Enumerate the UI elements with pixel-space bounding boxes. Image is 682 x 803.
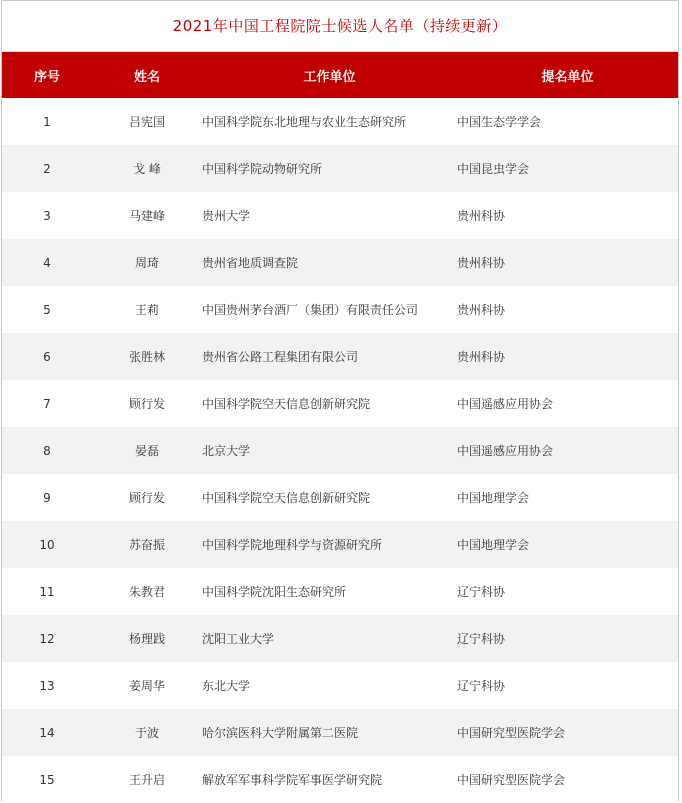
table-row [2,286,678,333]
candidate-workplace: 中国科学院沈阳生态研究所 [202,585,347,599]
row-index: 8 [43,443,51,458]
candidate-name: 王莉 [134,303,159,317]
nominating-unit: 中国昆虫学会 [457,162,530,176]
candidate-name: 吕宪国 [128,115,165,129]
candidate-workplace: 中国贵州茅台酒厂（集团）有限责任公司 [202,303,419,317]
table-row [2,709,678,756]
nominating-unit: 中国地理学会 [457,491,530,505]
candidate-workplace: 沈阳工业大学 [202,632,275,646]
table-row [2,98,678,145]
row-index: 5 [43,302,51,317]
nominating-unit: 贵州科协 [457,303,506,317]
candidate-name: 马建峰 [128,209,165,223]
candidate-workplace: 哈尔滨医科大学附属第二医院 [202,726,359,740]
table-row [2,615,678,662]
candidate-name: 于波 [134,726,159,740]
table-row [2,521,678,568]
table-row [2,662,678,709]
candidate-name: 顾行发 [128,397,165,411]
candidate-workplace: 东北大学 [202,679,251,693]
candidate-workplace: 中国科学院空天信息创新研究院 [202,397,371,411]
candidate-workplace: 贵州省公路工程集团有限公司 [202,350,359,364]
table-row [2,239,678,286]
nominating-unit: 辽宁科协 [457,585,506,599]
table-row [2,568,678,615]
page-title: 2021年中国工程院院士候选人名单（持续更新） [2,1,678,52]
candidate-workplace: 中国科学院空天信息创新研究院 [202,491,371,505]
candidate-table [2,52,678,803]
row-index: 13 [39,678,55,693]
header-row [2,52,678,98]
candidate-workplace: 中国科学院动物研究所 [202,162,323,176]
nominating-unit: 贵州科协 [457,209,506,223]
nominating-unit: 贵州科协 [457,350,506,364]
candidate-name: 苏奋振 [128,538,165,552]
candidate-name: 朱教君 [128,585,165,599]
table-row [2,192,678,239]
header-workplace: 工作单位 [303,69,356,85]
candidate-name: 姜周华 [128,679,165,693]
candidate-list-panel [1,0,679,801]
table-row [2,474,678,521]
table-row [2,756,678,803]
candidate-workplace: 贵州大学 [202,209,251,223]
row-index: 10 [39,537,55,552]
candidate-name: 杨理践 [128,632,165,646]
candidate-name: 顾行发 [128,491,165,505]
table-body [2,98,678,803]
candidate-name: 晏磊 [134,444,159,458]
row-index: 11 [39,584,55,599]
nominating-unit: 中国地理学会 [457,538,530,552]
row-index: 1 [43,114,51,129]
candidate-workplace: 解放军军事科学院军事医学研究院 [202,773,383,787]
row-index: 9 [43,490,51,505]
candidate-name: 张胜林 [128,350,165,364]
row-index: 15 [39,772,55,787]
nominating-unit: 辽宁科协 [457,679,506,693]
row-index: 4 [43,255,51,270]
row-index: 12 [39,631,55,646]
table-row [2,145,678,192]
table-row [2,427,678,474]
header-nominator: 提名单位 [541,69,594,85]
row-index: 2 [43,161,51,176]
row-index: 3 [43,208,51,223]
row-index: 14 [39,725,55,740]
header-index: 序号 [33,69,60,85]
row-index: 6 [43,349,51,364]
candidate-workplace: 北京大学 [202,444,251,458]
table-header [2,52,678,98]
nominating-unit: 中国研究型医院学会 [457,773,566,787]
nominating-unit: 中国生态学学会 [457,115,542,129]
candidate-workplace: 中国科学院地理科学与资源研究所 [202,538,383,552]
candidate-name: 周琦 [134,256,159,270]
table-row [2,380,678,427]
nominating-unit: 中国遥感应用协会 [457,397,554,411]
nominating-unit: 中国遥感应用协会 [457,444,554,458]
candidate-name: 戈 峰 [133,162,161,176]
nominating-unit: 中国研究型医院学会 [457,726,566,740]
nominating-unit: 贵州科协 [457,256,506,270]
table-row [2,333,678,380]
candidate-name: 王升启 [128,773,165,787]
candidate-workplace: 中国科学院东北地理与农业生态研究所 [202,115,407,129]
header-name: 姓名 [133,69,160,85]
nominating-unit: 辽宁科协 [457,632,506,646]
row-index: 7 [43,396,51,411]
candidate-workplace: 贵州省地质调查院 [202,256,299,270]
